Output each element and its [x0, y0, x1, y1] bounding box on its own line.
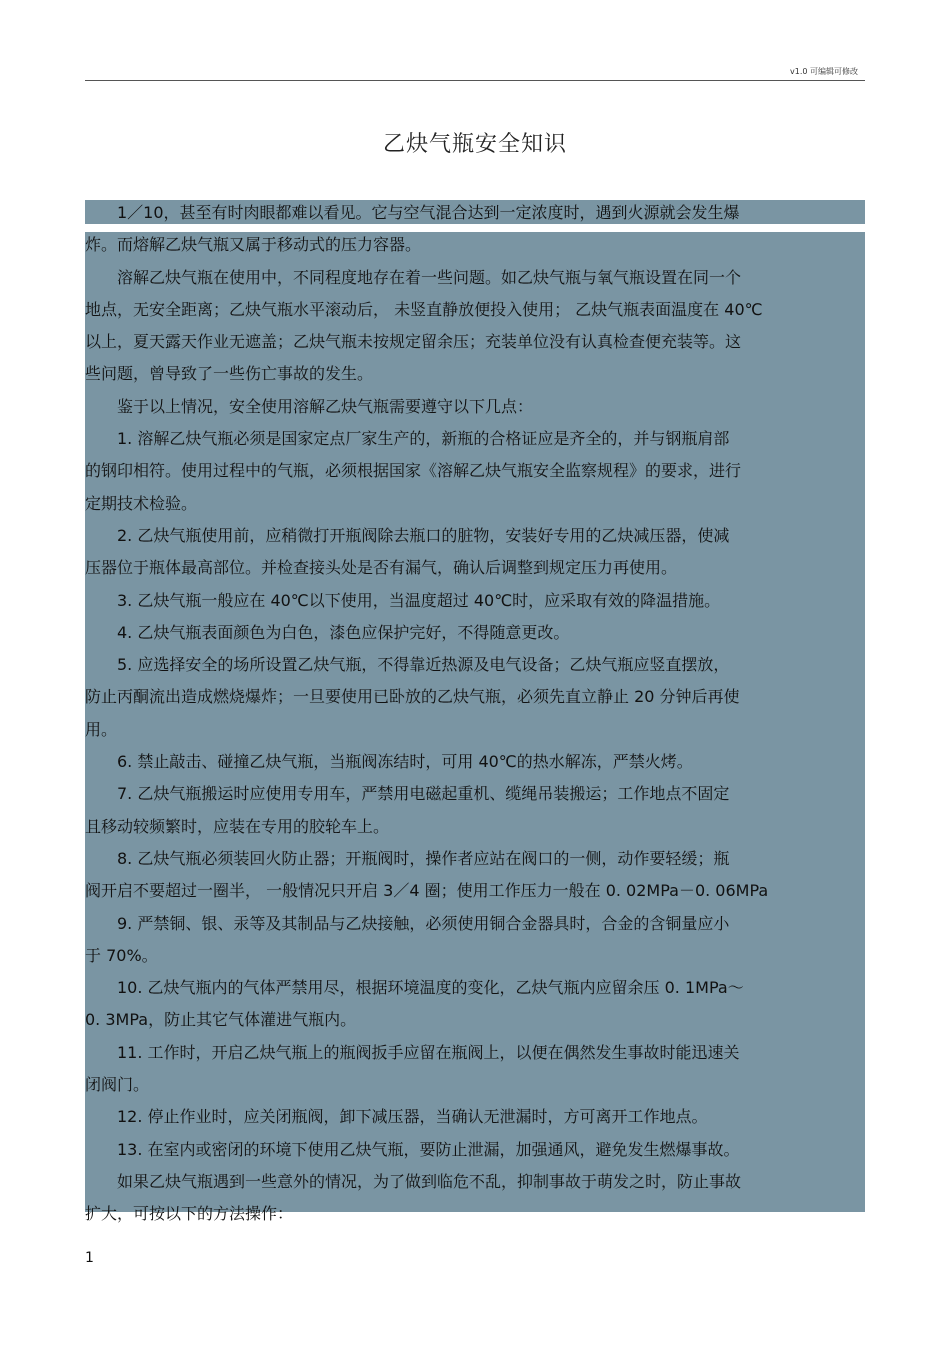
- body-line: 阀开启不要超过一圈半， 一般情况只开启 3／4 圈；使用工作压力一般在 0. 02MPa－0. 06MPa: [85, 881, 769, 901]
- header-divider: [85, 80, 865, 81]
- body-line: 13. 在室内或密闭的环境下使用乙炔气瓶，要防止泄漏，加强通风，避免发生燃爆事故。: [117, 1139, 740, 1159]
- body-line: 1／10，甚至有时肉眼都难以看见。它与空气混合达到一定浓度时，遇到火源就会发生爆: [117, 203, 740, 222]
- document-title: 乙炔气瓶安全知识: [382, 132, 567, 157]
- body-line: 炸。而熔解乙炔气瓶又属于移动式的压力容器。: [85, 235, 422, 255]
- body-line: 3. 乙炔气瓶一般应在 40℃以下使用，当温度超过 40℃时，应采取有效的降温措施。: [117, 590, 721, 610]
- body-line: 5. 应选择安全的场所设置乙炔气瓶，不得靠近热源及电气设备；乙炔气瓶应竖直摆放，: [117, 655, 730, 675]
- body-line: 地点，无安全距离；乙炔气瓶水平滚动后， 未竖直静放便投入使用； 乙炔气瓶表面温度在 40℃: [85, 299, 763, 319]
- body-line: 8. 乙炔气瓶必须装回火防止器；开瓶阀时，操作者应站在阀口的一侧，动作要轻缓；瓶: [117, 848, 730, 868]
- body-line: 的钢印相符。使用过程中的气瓶，必须根据国家《溶解乙炔气瓶安全监察规程》的要求，进行: [85, 461, 742, 481]
- body-line: 以上，夏天露天作业无遮盖；乙炔气瓶未按规定留余压；充装单位没有认真检查便充装等。这: [85, 332, 742, 352]
- body-line: 鉴于以上情况，安全使用溶解乙炔气瓶需要遵守以下几点：: [117, 396, 534, 416]
- body-line: 压器位于瓶体最高部位。并检查接头处是否有漏气，确认后调整到规定压力再使用。: [85, 558, 678, 578]
- document-body: [85, 197, 865, 1231]
- page-number: 1: [85, 1250, 94, 1266]
- body-line: 溶解乙炔气瓶在使用中，不同程度地存在着一些问题。如乙炔气瓶与氧气瓶设置在同一个: [117, 267, 742, 287]
- body-line: 用。: [85, 719, 118, 739]
- body-line: 10. 乙炔气瓶内的气体严禁用尽，根据环境温度的变化，乙炔气瓶内应留余压 0. 1MPa～: [117, 978, 744, 998]
- body-line: 且移动较频繁时，应装在专用的胶轮车上。: [85, 816, 390, 836]
- header-version-label: v1.0 可编辑可修改: [790, 67, 858, 76]
- body-line: 如果乙炔气瓶遇到一些意外的情况，为了做到临危不乱，抑制事故于萌发之时，防止事故: [117, 1171, 742, 1191]
- body-line: 定期技术检验。: [85, 493, 198, 513]
- body-line: 于 70%。: [85, 945, 158, 965]
- body-line: 扩大，可按以下的方法操作：: [85, 1204, 294, 1224]
- body-line: 闭阀门。: [85, 1075, 150, 1095]
- body-line: 4. 乙炔气瓶表面颜色为白色，漆色应保护完好，不得随意更改。: [117, 622, 570, 642]
- body-line: 1. 溶解乙炔气瓶必须是国家定点厂家生产的，新瓶的合格证应是齐全的，并与钢瓶肩部: [117, 429, 730, 449]
- body-line: 9. 严禁铜、银、汞等及其制品与乙炔接触，必须使用铜合金器具时，合金的含铜量应小: [117, 913, 730, 933]
- body-line: 防止丙酮流出造成燃烧爆炸；一旦要使用已卧放的乙炔气瓶，必须先直立静止 20 分钟后再使: [85, 687, 740, 707]
- body-line: 11. 工作时，开启乙炔气瓶上的瓶阀扳手应留在瓶阀上，以便在偶然发生事故时能迅速关: [117, 1042, 740, 1062]
- body-line: 7. 乙炔气瓶搬运时应使用专用车，严禁用电磁起重机、缆绳吊装搬运；工作地点不固定: [117, 784, 730, 804]
- body-line: 6. 禁止敲击、碰撞乙炔气瓶，当瓶阀冻结时，可用 40℃的热水解冻，严禁火烤。: [117, 752, 693, 772]
- body-line: 些问题，曾导致了一些伤亡事故的发生。: [85, 364, 374, 384]
- body-line: 0. 3MPa，防止其它气体灌进气瓶内。: [85, 1010, 357, 1030]
- body-line: 12. 停止作业时，应关闭瓶阀，卸下减压器，当确认无泄漏时，方可离开工作地点。: [117, 1107, 708, 1127]
- body-line: 2. 乙炔气瓶使用前，应稍微打开瓶阀除去瓶口的脏物，安装好专用的乙炔减压器，使减: [117, 525, 730, 545]
